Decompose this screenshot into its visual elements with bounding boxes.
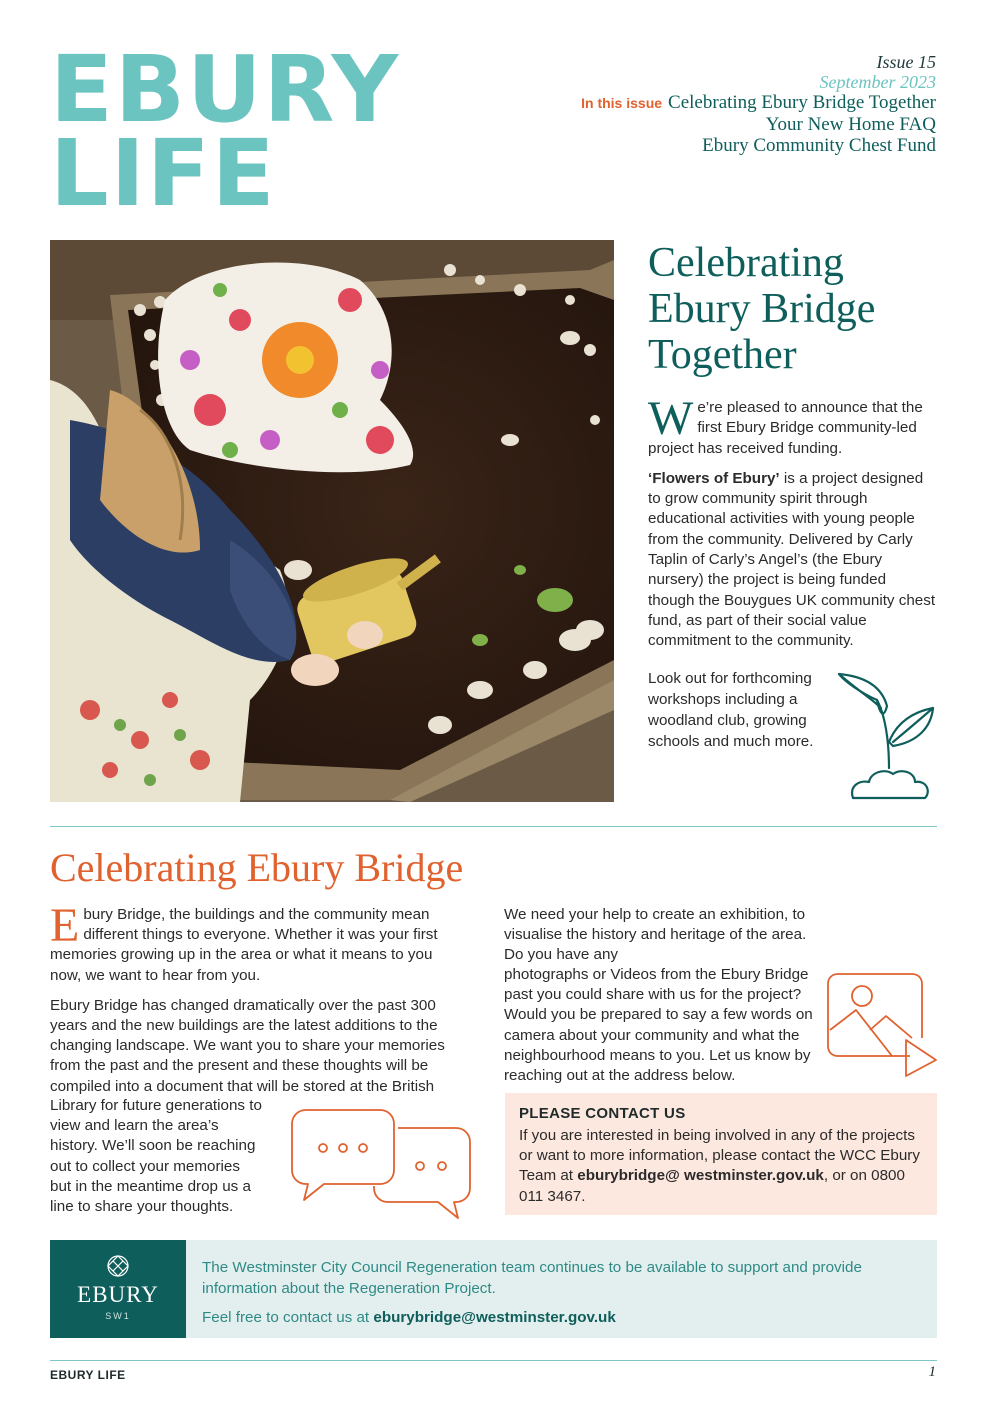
in-this-issue-label: In this issue (581, 95, 663, 111)
section2-para1-text: bury Bridge, the buildings and the community mean different things to everyone. Whether it was your first memories growing up in the area or what it means to you now, we want to hear from you. (50, 906, 438, 984)
banner-line1: The Westminster City Council Regeneration team continues to be available to support and provide information about the Regeneration Project. (202, 1259, 862, 1297)
banner-line2-prefix: Feel free to contact us at (202, 1309, 374, 1326)
contact-email-link[interactable]: eburybridge@ westminster.gov.uk (577, 1167, 824, 1185)
issue-info (581, 52, 936, 156)
issue-item-2: Your New Home FAQ (765, 114, 936, 135)
banner-email-link[interactable]: eburybridge@westminster.gov.uk (373, 1309, 616, 1326)
contact-body-end: , or on 0800 011 3467. (519, 1167, 905, 1205)
feature-title-line2: Ebury Bridge (648, 286, 876, 332)
feature-title-line3: Together (648, 332, 797, 378)
feature-dropcap: W (648, 392, 694, 445)
contact-title: PLEASE CONTACT US (519, 1105, 686, 1122)
banner-text (202, 1257, 902, 1336)
masthead-line2: LIFE (50, 120, 277, 227)
issue-item-1: Celebrating Ebury Bridge Together (668, 92, 936, 113)
feature-intro (648, 392, 936, 459)
issue-number: Issue 15 (876, 52, 936, 72)
ebury-sw1-logo (50, 1240, 186, 1338)
speech-bubbles-icon (290, 1108, 472, 1222)
footer-title: EBURY LIFE (50, 1368, 126, 1382)
logo-name: EBURY (77, 1282, 159, 1307)
contact-body-start: If you are interested in being involved in any of the projects or want to more information, please contact the WCC Ebury Team at (519, 1127, 920, 1185)
section2-left-column (50, 899, 460, 1107)
project-name: ‘Flowers of Ebury’ (648, 469, 780, 487)
contact-box (505, 1093, 937, 1215)
masthead-logo (50, 36, 401, 227)
logo-sub: SW1 (105, 1311, 131, 1321)
section2-title: Celebrating Ebury Bridge (50, 845, 464, 890)
ebury-logo-icon (107, 1255, 129, 1277)
regeneration-banner (50, 1240, 937, 1338)
feature-para2-text: is a project designed to grow community spirit through educational activities with young people from the community. Delivered by Carly Taplin of Carly’s Angel’s (the Ebury nursery) the project is being funded though the Bouygues UK community chest fund, as part of their social value commitment to the community. (648, 469, 936, 650)
feature-body (648, 392, 936, 662)
issue-item (581, 92, 936, 114)
section2-para3a: We need your help to create an exhibition, to visualise the history and heritage of the area. Do you have any (504, 906, 807, 964)
issue-item-3: Ebury Community Chest Fund (702, 135, 936, 156)
contact-body (519, 1126, 923, 1207)
child-gardening-photo (50, 240, 614, 802)
section2-para3b: photographs or Videos from the Ebury Bridge past you could share with us for the project? Would you be prepared to say a few words on camera about your community and what the neighbourhood means to you. Let us know by reaching out at the address below. (504, 966, 813, 1085)
feature-title-line1: Celebrating (648, 240, 844, 286)
footer-divider (50, 1360, 937, 1361)
feature-para2 (648, 469, 936, 652)
masthead-line1: EBURY (50, 36, 401, 143)
feature-intro-text: e’re pleased to announce that the first Ebury Bridge community-led project has received funding. (648, 399, 923, 457)
section2-para2a: Ebury Bridge has changed dramatically over the past 300 years and the new buildings are the latest additions to the changing landscape. We want you to share your memories from the past and the present and these thoughts will be compiled into a document that will be stored at the British (50, 996, 445, 1095)
page-number: 1 (928, 1364, 936, 1380)
lookout-text: Look out for forthcoming workshops including a woodland club, growing schools and much more. (648, 670, 814, 750)
image-video-icon (826, 972, 938, 1080)
section2-para1 (50, 899, 460, 986)
section-divider (50, 826, 937, 827)
feature-title (648, 240, 948, 378)
section2-para2b: Library for future generations to view and learn the area’s history. We’ll soon be reaching out to collect your memories but in the meantime drop us a line to share your thoughts. (50, 1097, 262, 1216)
sprout-icon (835, 670, 935, 802)
issue-date: September 2023 (819, 72, 936, 92)
banner-line2 (202, 1307, 902, 1328)
section2-dropcap: E (50, 899, 80, 952)
